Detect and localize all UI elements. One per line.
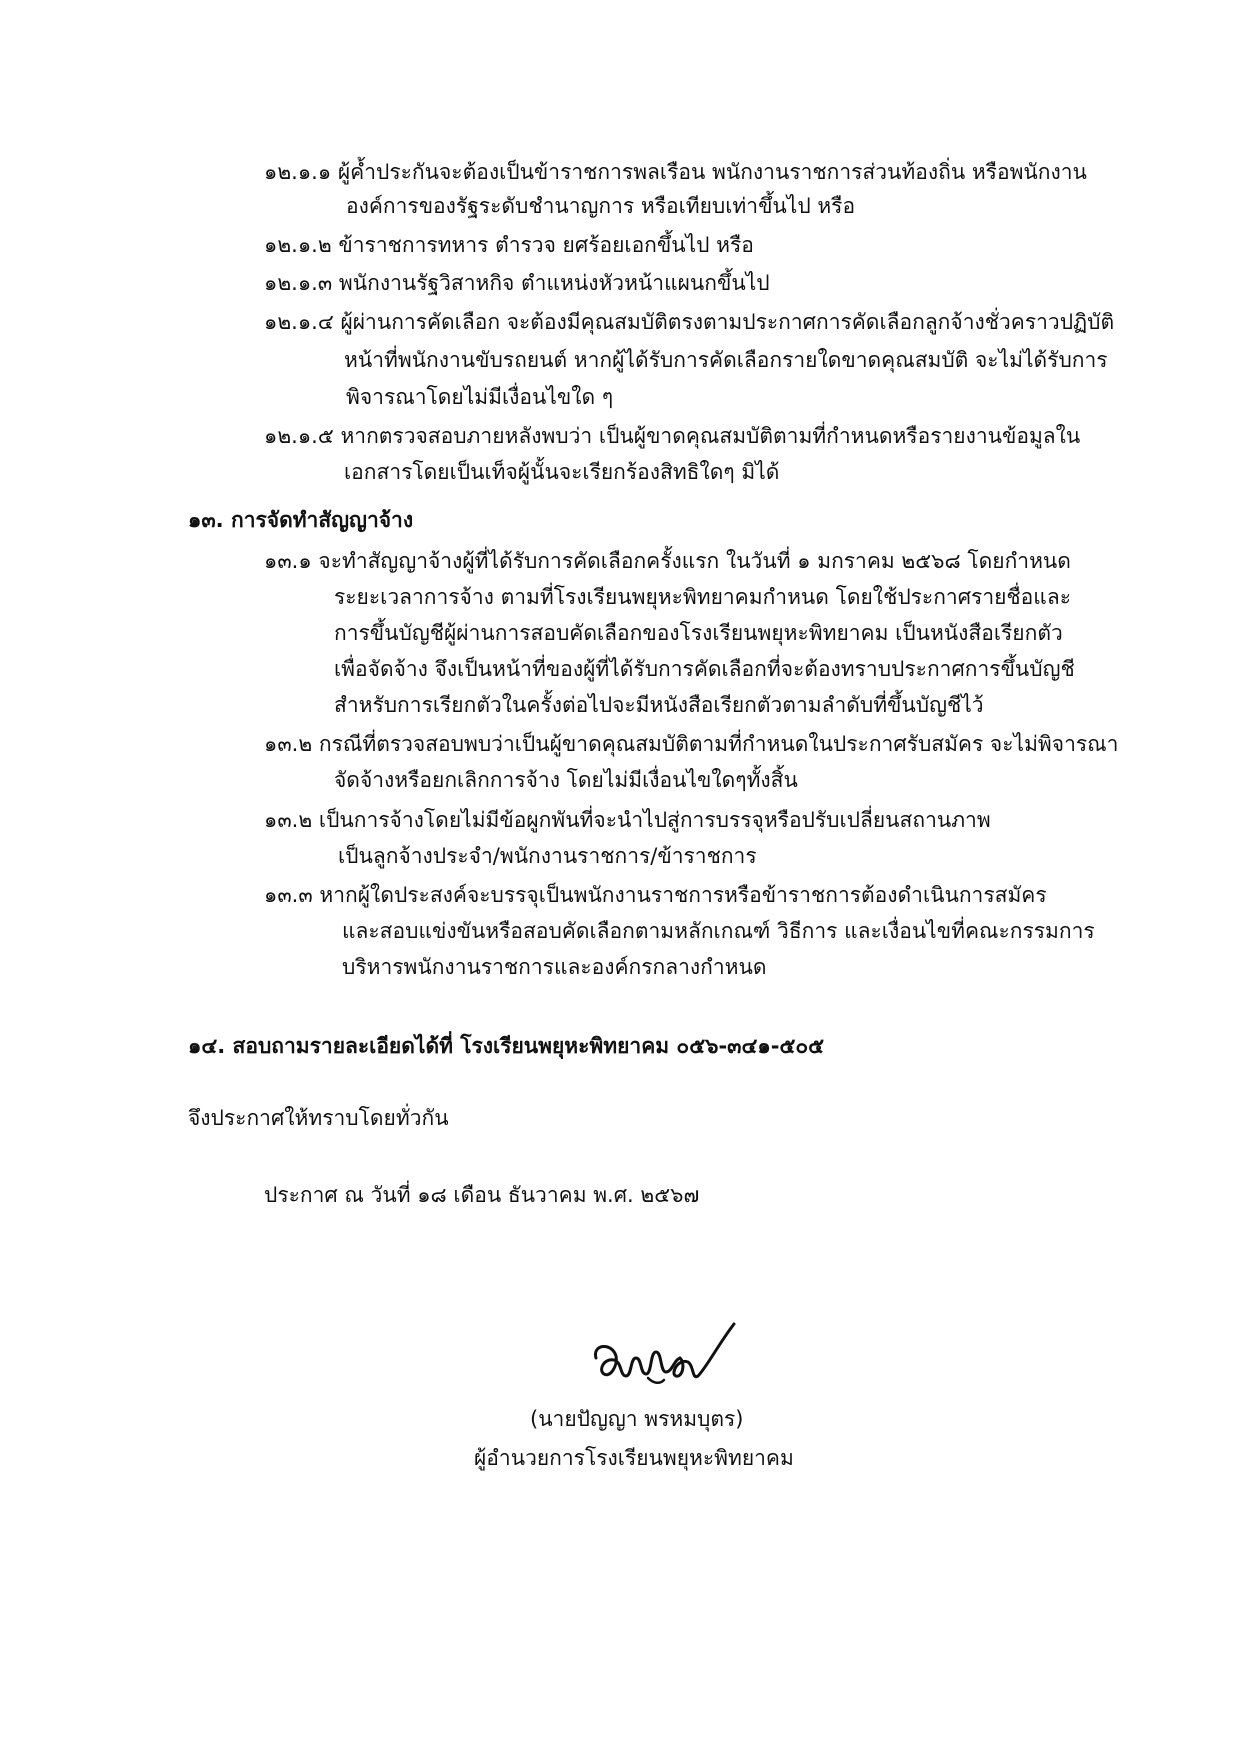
item-13-2-continuation: จัดจ้างหรือยกเลิกการจ้าง โดยไม่มีเงื่อนไขใดๆทั้งสิ้น	[334, 768, 798, 792]
item-text: ผู้ผ่านการคัดเลือก จะต้องมีคุณสมบัติตรงตามประกาศการคัดเลือกลูกจ้างชั่วคราวปฏิบัติ	[340, 310, 1115, 334]
signatory-name: (นายปัญญา พรหมบุตร)	[530, 1407, 744, 1431]
item-number: ๑๒.๑.๑	[264, 160, 332, 184]
item-12-1-4	[264, 307, 1114, 337]
signature-image	[590, 1318, 740, 1386]
item-number: ๑๓.๑	[264, 549, 312, 573]
item-number: ๑๒.๑.๓	[264, 271, 333, 295]
item-13-1-continuation: การขึ้นบัญชีผู้ผ่านการสอบคัดเลือกของโรงเรียนพยุหะพิทยาคม เป็นหนังสือเรียกตัว	[334, 621, 1063, 645]
item-13-1-continuation: ระยะเวลาการจ้าง ตามที่โรงเรียนพยุหะพิทยาคมกำหนด โดยใช้ประกาศรายชื่อและ	[334, 585, 1071, 609]
item-text: ผู้ค้ำประกันจะต้องเป็นข้าราชการพลเรือน พนักงานราชการส่วนท้องถิ่น หรือพนักงาน	[337, 160, 1087, 184]
item-12-1-4-continuation: พิจารณาโดยไม่มีเงื่อนไขใด ๆ	[346, 385, 614, 409]
item-13-3	[264, 880, 1047, 910]
signatory-title: ผู้อำนวยการโรงเรียนพยุหะพิทยาคม	[474, 1446, 794, 1470]
item-13-2	[264, 729, 1118, 759]
item-number: ๑๓.๒	[264, 732, 313, 756]
item-text: จะทำสัญญาจ้างผู้ที่ได้รับการคัดเลือกครั้งแรก ในวันที่ ๑ มกราคม ๒๕๖๘ โดยกำหนด	[318, 549, 1071, 573]
item-text: เป็นการจ้างโดยไม่มีข้อผูกพันที่จะนำไปสู่การบรรจุหรือปรับเปลี่ยนสถานภาพ	[318, 808, 991, 832]
item-13-2b	[264, 805, 991, 835]
section-14-heading: ๑๔. สอบถามรายละเอียดได้ที่ โรงเรียนพยุหะพิทยาคม ๐๕๖-๓๔๑-๕๐๕	[188, 1034, 825, 1058]
item-number: ๑๒.๑.๔	[264, 310, 334, 334]
announcement-text: จึงประกาศให้ทราบโดยทั่วกัน	[188, 1106, 449, 1130]
item-number: ๑๒.๑.๒	[264, 233, 332, 257]
item-13-1-continuation: เพื่อจัดจ้าง จึงเป็นหน้าที่ของผู้ที่ได้รับการคัดเลือกที่จะต้องทราบประกาศการขึ้นบัญชี	[334, 657, 1075, 681]
item-12-1-4-continuation: หน้าที่พนักงานขับรถยนต์ หากผู้ได้รับการคัดเลือกรายใดขาดคุณสมบัติ จะไม่ได้รับการ	[344, 348, 1108, 372]
item-text: กรณีที่ตรวจสอบพบว่าเป็นผู้ขาดคุณสมบัติตามที่กำหนดในประกาศรับสมัคร จะไม่พิจารณา	[318, 732, 1119, 756]
item-12-1-5	[264, 421, 1080, 451]
item-12-1-5-continuation: เอกสารโดยเป็นเท็จผู้นั้นจะเรียกร้องสิทธิใดๆ มิได้	[344, 460, 780, 484]
item-13-1-continuation: สำหรับการเรียกตัวในครั้งต่อไปจะมีหนังสือเรียกตัวตามลำดับที่ขึ้นบัญชีไว้	[334, 693, 984, 717]
item-text: หากผู้ใดประสงค์จะบรรจุเป็นพนักงานราชการหรือข้าราชการต้องดำเนินการสมัคร	[319, 883, 1047, 907]
item-13-1	[264, 546, 1071, 576]
item-13-3-continuation: และสอบแข่งขันหรือสอบคัดเลือกตามหลักเกณฑ์ วิธีการ และเงื่อนไขที่คณะกรรมการ	[342, 919, 1095, 943]
item-text: หากตรวจสอบภายหลังพบว่า เป็นผู้ขาดคุณสมบัติตามที่กำหนดหรือรายงานข้อมูลใน	[340, 424, 1081, 448]
item-text: ข้าราชการทหาร ตำรวจ ยศร้อยเอกขึ้นไป หรือ	[338, 233, 754, 257]
item-12-1-2	[264, 230, 754, 260]
item-13-2b-continuation: เป็นลูกจ้างประจำ/พนักงานราชการ/ข้าราชการ	[338, 844, 757, 868]
item-12-1-1	[264, 157, 1087, 187]
item-12-1-1-continuation: องค์การของรัฐระดับชำนาญการ หรือเทียบเท่าขึ้นไป หรือ	[346, 194, 856, 218]
item-text: พนักงานรัฐวิสาหกิจ ตำแหน่งหัวหน้าแผนกขึ้นไป	[338, 271, 770, 295]
item-number: ๑๒.๑.๕	[264, 424, 334, 448]
item-12-1-3	[264, 268, 770, 298]
item-13-3-continuation: บริหารพนักงานราชการและองค์กรกลางกำหนด	[342, 955, 767, 979]
item-number: ๑๓.๓	[264, 883, 313, 907]
section-13-heading: ๑๓. การจัดทำสัญญาจ้าง	[188, 508, 414, 532]
announcement-date: ประกาศ ณ วันที่ ๑๘ เดือน ธันวาคม พ.ศ. ๒๕๖๗	[264, 1183, 700, 1207]
item-number: ๑๓.๒	[264, 808, 313, 832]
